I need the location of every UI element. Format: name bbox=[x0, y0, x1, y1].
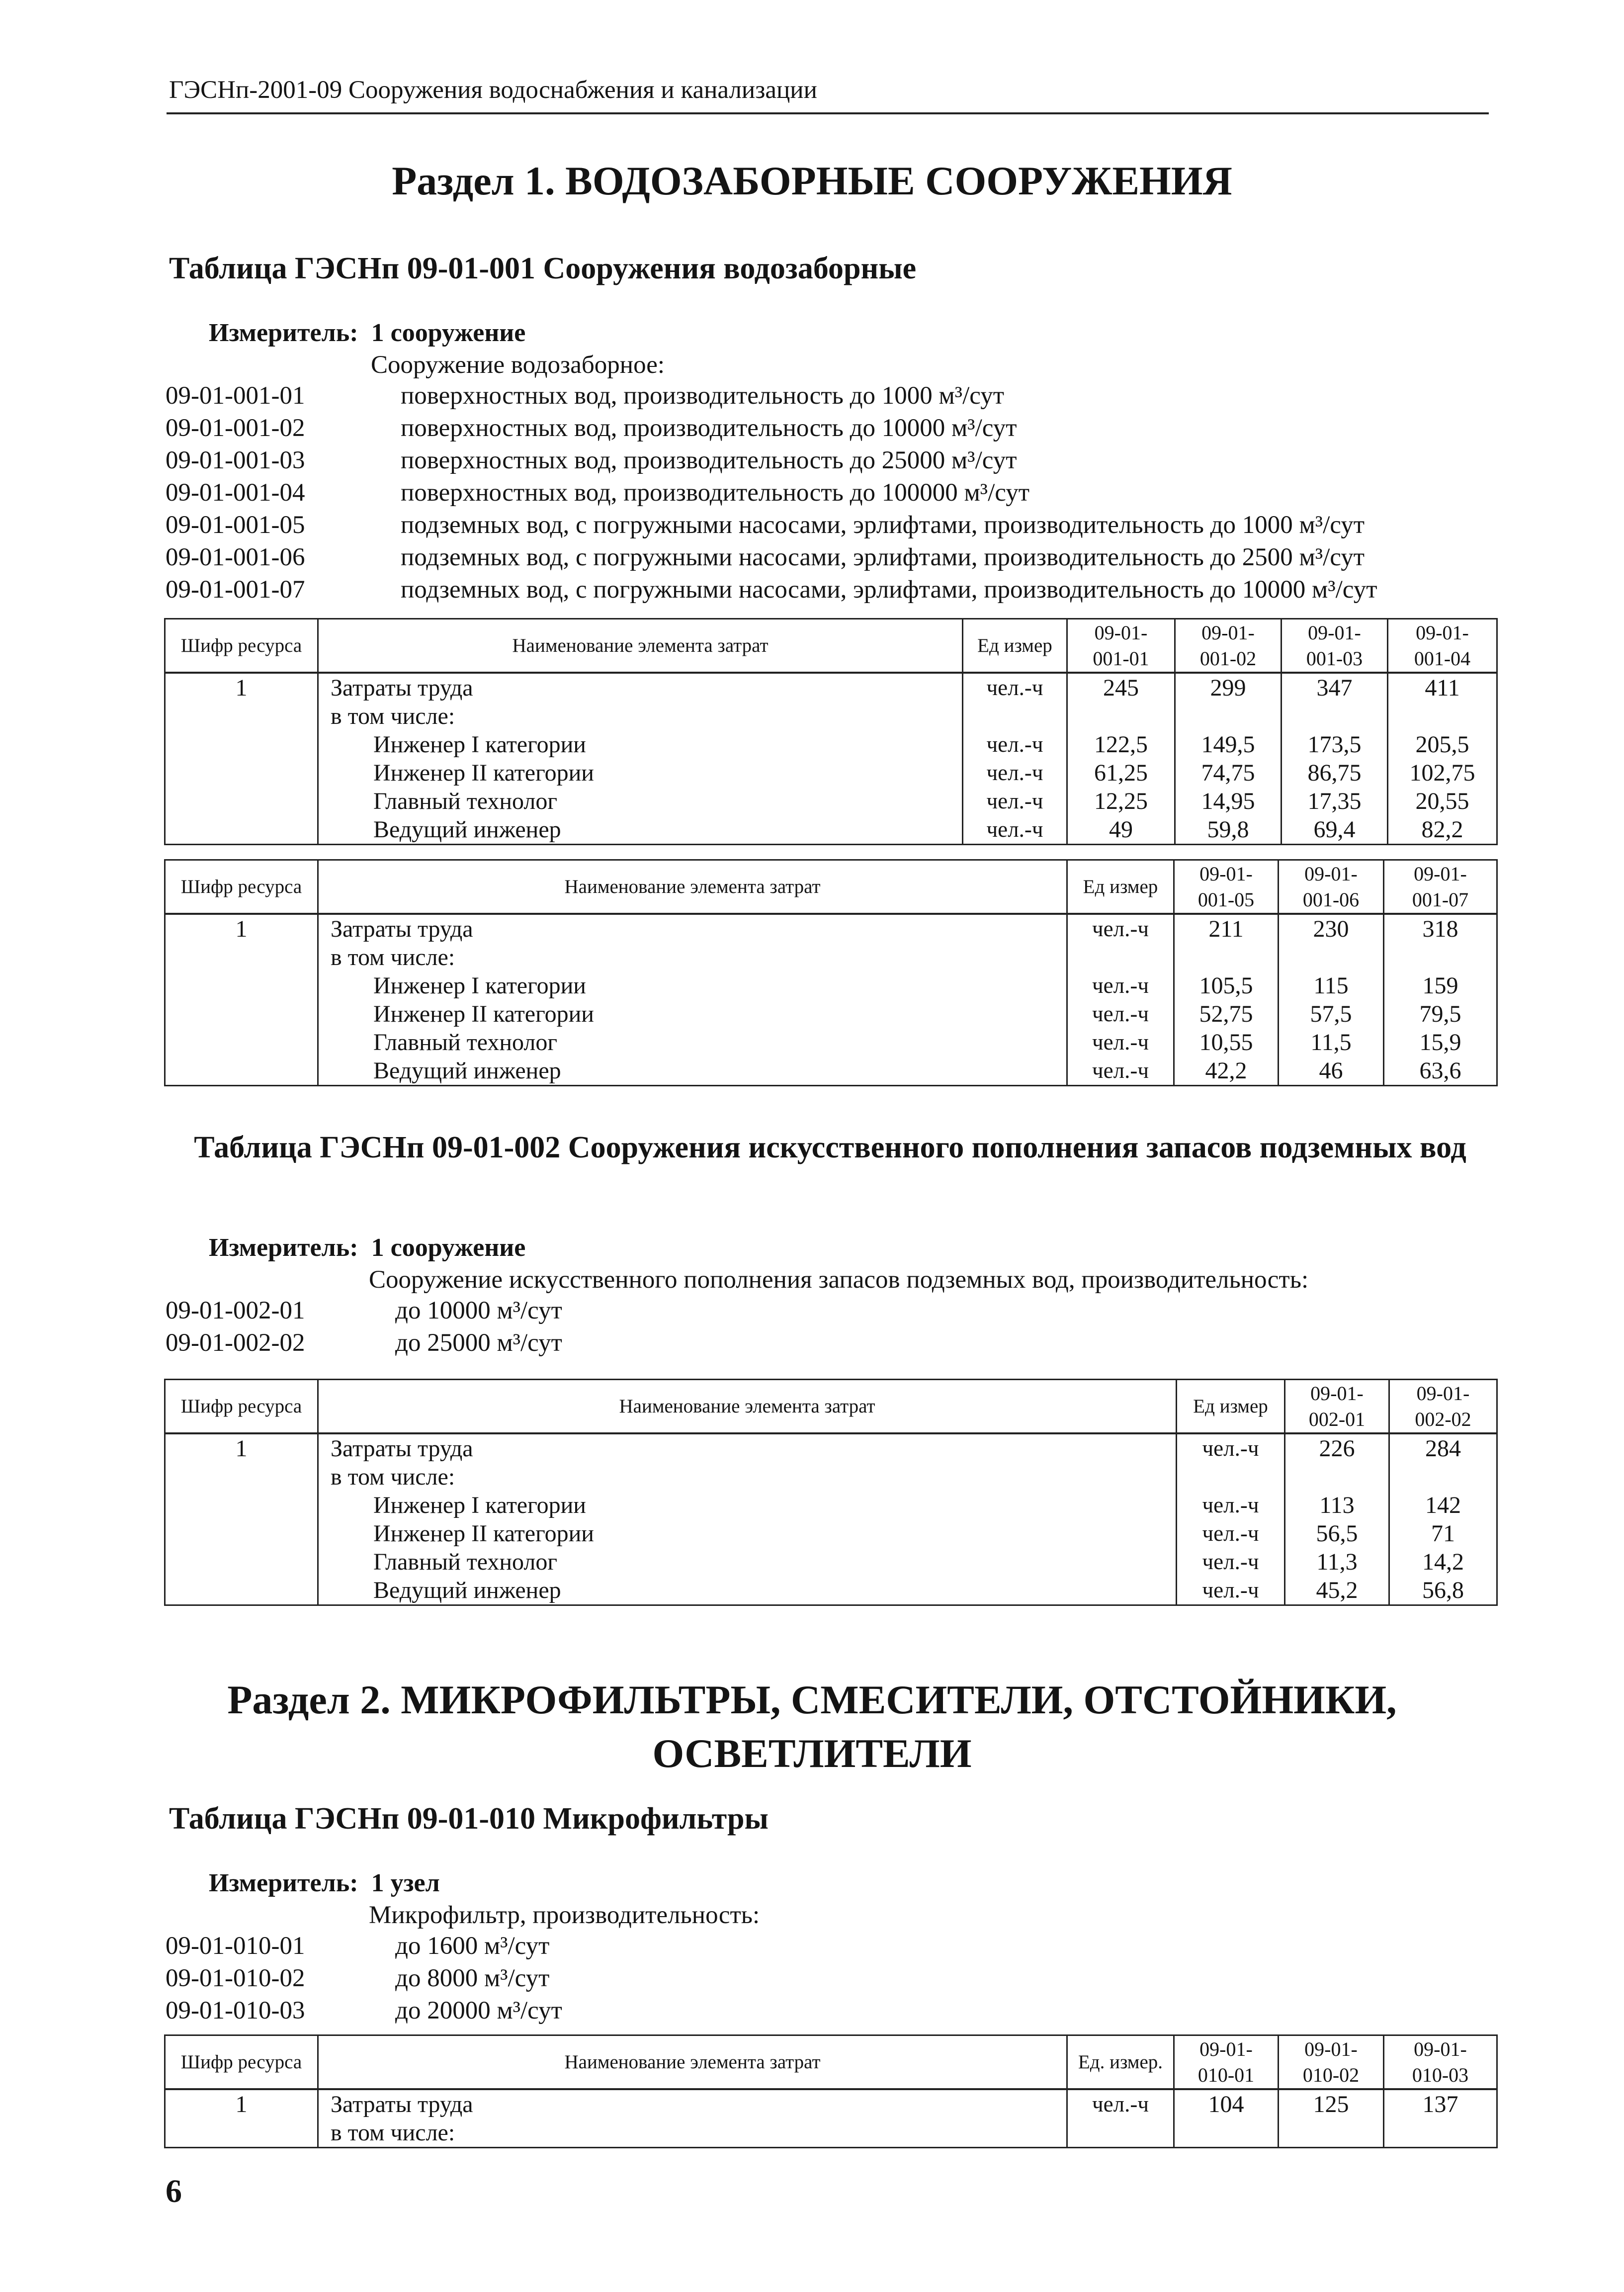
section-2-title bbox=[0, 1673, 1624, 1780]
table-cell: 347 bbox=[1282, 673, 1388, 702]
col-header-code-part: 001-02 bbox=[1199, 647, 1257, 670]
col-header-code bbox=[1285, 1380, 1389, 1434]
table-cell: 59,8 bbox=[1175, 815, 1282, 845]
table-cell: Главный технолог bbox=[318, 1028, 1067, 1057]
table-cell: чел.-ч bbox=[1177, 1433, 1285, 1463]
table-cell: 230 bbox=[1279, 914, 1384, 943]
measure-label: Измеритель: bbox=[209, 319, 358, 347]
table-row bbox=[165, 1028, 1497, 1057]
table-cell: в том числе: bbox=[318, 2118, 1067, 2148]
table-cell bbox=[963, 702, 1067, 730]
table-cell bbox=[1174, 943, 1279, 971]
table-cell bbox=[1177, 1463, 1285, 1491]
table-002-title: Таблица ГЭСНп 09-01-002 Сооружения искусственного пополнения запасов подземных вод bbox=[194, 1131, 1466, 1164]
table-cell: 125 bbox=[1279, 2089, 1384, 2118]
code-description: поверхностных вод, производительность до 100000 м³/сут bbox=[401, 479, 1030, 507]
code-description: до 8000 м³/сут bbox=[395, 1964, 550, 1992]
table-cell: 226 bbox=[1285, 1433, 1389, 1463]
col-header-unit: Ед. измер. bbox=[1067, 2035, 1174, 2090]
table-cell bbox=[165, 815, 318, 845]
header-rule bbox=[167, 112, 1489, 114]
code-description: подземных вод, с погружными насосами, эрлифтами, производительность до 1000 м³/сут bbox=[401, 511, 1365, 539]
measure-label: Измеритель: bbox=[209, 1869, 358, 1897]
measure-value: 1 сооружение bbox=[371, 1234, 526, 1262]
resource-table-002 bbox=[164, 1379, 1498, 1606]
table-row bbox=[165, 1433, 1497, 1463]
table-row bbox=[165, 2118, 1497, 2148]
table-010-intro: Микрофильтр, производительность: bbox=[369, 1901, 760, 1929]
table-row bbox=[165, 1576, 1497, 1605]
section-2-title-line-1: Раздел 2. МИКРОФИЛЬТРЫ, СМЕСИТЕЛИ, ОТСТОЙНИКИ, bbox=[227, 1677, 1397, 1722]
col-header-name: Наименование элемента затрат bbox=[318, 2035, 1067, 2090]
col-header-code-part: 010-01 bbox=[1197, 2063, 1255, 2086]
table-header-row bbox=[165, 860, 1497, 914]
table-cell: чел.-ч bbox=[1177, 1548, 1285, 1576]
table-cell: 149,5 bbox=[1175, 730, 1282, 759]
resource-table-001-a bbox=[164, 618, 1498, 845]
col-header-code bbox=[1384, 860, 1497, 914]
table-cell: 299 bbox=[1175, 673, 1282, 702]
table-cell: 113 bbox=[1285, 1491, 1389, 1519]
table-001-measure bbox=[209, 317, 525, 349]
code-row bbox=[166, 541, 1498, 574]
table-cell: Инженер I категории bbox=[318, 971, 1067, 1000]
col-header-code-part: 09-01- bbox=[1414, 2037, 1467, 2060]
table-cell bbox=[1282, 702, 1388, 730]
table-cell bbox=[165, 730, 318, 759]
table-001-code-list bbox=[166, 380, 1498, 606]
table-cell: 17,35 bbox=[1282, 787, 1388, 815]
code-description: до 1600 м³/сут bbox=[395, 1932, 550, 1960]
table-cell bbox=[1279, 943, 1384, 971]
measure-label: Измеритель: bbox=[209, 1234, 358, 1262]
table-row bbox=[165, 2089, 1497, 2118]
table-cell bbox=[165, 787, 318, 815]
code-row bbox=[166, 412, 1498, 444]
table-cell bbox=[165, 1491, 318, 1519]
col-header-code-part: 001-06 bbox=[1302, 888, 1360, 911]
table-010-code-list bbox=[166, 1930, 1498, 2027]
code-row bbox=[166, 1962, 1498, 1995]
code: 09-01-010-02 bbox=[166, 1964, 305, 1992]
code-row bbox=[166, 509, 1498, 541]
table-cell: в том числе: bbox=[318, 943, 1067, 971]
table-cell: 14,95 bbox=[1175, 787, 1282, 815]
col-header-code bbox=[1067, 619, 1175, 673]
col-header-code-part: 09-01- bbox=[1199, 2037, 1253, 2060]
table-cell bbox=[1067, 2118, 1174, 2148]
table-cell: 205,5 bbox=[1388, 730, 1497, 759]
col-header-code-part: 09-01- bbox=[1308, 621, 1361, 644]
col-header-unit: Ед измер bbox=[963, 619, 1067, 673]
table-cell: чел.-ч bbox=[963, 759, 1067, 787]
table-cell: чел.-ч bbox=[1067, 1000, 1174, 1028]
table-cell: в том числе: bbox=[318, 1463, 1177, 1491]
code-row bbox=[166, 574, 1498, 606]
code: 09-01-010-01 bbox=[166, 1932, 305, 1960]
table-cell bbox=[1174, 2118, 1279, 2148]
code-row bbox=[166, 1930, 1498, 1962]
table-cell: чел.-ч bbox=[1177, 1576, 1285, 1605]
running-header: ГЭСНп-2001-09 Сооружения водоснабжения и канализации bbox=[169, 76, 817, 104]
col-header-code-part: 002-01 bbox=[1308, 1408, 1366, 1430]
col-header-code-part: 09-01- bbox=[1304, 862, 1358, 885]
table-row bbox=[165, 673, 1497, 702]
table-cell: 10,55 bbox=[1174, 1028, 1279, 1057]
code-row bbox=[166, 477, 1498, 509]
table-cell: 159 bbox=[1384, 971, 1497, 1000]
code-description: подземных вод, с погружными насосами, эрлифтами, производительность до 2500 м³/сут bbox=[401, 543, 1365, 571]
table-cell bbox=[1384, 2118, 1497, 2148]
table-cell: 63,6 bbox=[1384, 1057, 1497, 1086]
table-cell: Затраты труда bbox=[318, 673, 963, 702]
code-description: до 25000 м³/сут bbox=[395, 1329, 562, 1357]
table-cell: в том числе: bbox=[318, 702, 963, 730]
table-001-intro: Сооружение водозаборное: bbox=[371, 351, 665, 379]
table-cell bbox=[165, 1028, 318, 1057]
code: 09-01-002-02 bbox=[166, 1329, 305, 1357]
col-header-code bbox=[1384, 2035, 1497, 2090]
table-cell bbox=[1067, 702, 1175, 730]
table-cell: Ведущий инженер bbox=[318, 1576, 1177, 1605]
table-cell bbox=[165, 1576, 318, 1605]
code-row bbox=[166, 1995, 1498, 2027]
col-header-code-part: 010-03 bbox=[1412, 2063, 1469, 2086]
col-header-code-part: 001-05 bbox=[1197, 888, 1255, 911]
table-cell: 115 bbox=[1279, 971, 1384, 1000]
col-header-code-part: 09-01- bbox=[1201, 621, 1255, 644]
table-cell bbox=[1384, 943, 1497, 971]
code-row bbox=[166, 444, 1498, 477]
table-row bbox=[165, 815, 1497, 845]
section-1-title: Раздел 1. ВОДОЗАБОРНЫЕ СООРУЖЕНИЯ bbox=[392, 158, 1232, 203]
table-cell: Затраты труда bbox=[318, 914, 1067, 943]
code: 09-01-001-05 bbox=[166, 511, 305, 539]
code: 09-01-001-07 bbox=[166, 576, 305, 604]
table-cell: чел.-ч bbox=[1067, 1028, 1174, 1057]
table-header-row bbox=[165, 1380, 1497, 1434]
col-header-code-part: 09-01- bbox=[1416, 1382, 1470, 1405]
table-cell bbox=[165, 943, 318, 971]
table-cell: 79,5 bbox=[1384, 1000, 1497, 1028]
col-header-code-part: 09-01- bbox=[1310, 1382, 1364, 1405]
table-cell: 1 bbox=[165, 1433, 318, 1463]
col-header-name: Наименование элемента затрат bbox=[318, 860, 1067, 914]
code-description: поверхностных вод, производительность до 10000 м³/сут bbox=[401, 414, 1017, 442]
col-header-code-part: 09-01- bbox=[1304, 2037, 1358, 2060]
code-description: подземных вод, с погружными насосами, эрлифтами, производительность до 10000 м³/сут bbox=[401, 576, 1377, 604]
col-header-code-part: 001-03 bbox=[1306, 647, 1363, 670]
col-header-code bbox=[1279, 860, 1384, 914]
col-header-code bbox=[1282, 619, 1388, 673]
table-cell: 104 bbox=[1174, 2089, 1279, 2118]
table-cell: чел.-ч bbox=[1177, 1519, 1285, 1548]
table-cell: 45,2 bbox=[1285, 1576, 1389, 1605]
table-cell: 11,3 bbox=[1285, 1548, 1389, 1576]
code: 09-01-002-01 bbox=[166, 1297, 305, 1324]
table-cell: 12,25 bbox=[1067, 787, 1175, 815]
table-cell: Затраты труда bbox=[318, 1433, 1177, 1463]
section-2-title-line-2: ОСВЕТЛИТЕЛИ bbox=[652, 1731, 972, 1776]
table-row bbox=[165, 1491, 1497, 1519]
table-cell bbox=[1389, 1463, 1497, 1491]
table-cell: Инженер II категории bbox=[318, 759, 963, 787]
table-cell bbox=[165, 1548, 318, 1576]
table-cell: 56,5 bbox=[1285, 1519, 1389, 1548]
table-cell: чел.-ч bbox=[1067, 971, 1174, 1000]
table-row bbox=[165, 702, 1497, 730]
table-cell: 245 bbox=[1067, 673, 1175, 702]
table-row bbox=[165, 1519, 1497, 1548]
table-cell: 82,2 bbox=[1388, 815, 1497, 845]
code: 09-01-010-03 bbox=[166, 1997, 305, 2025]
table-cell bbox=[165, 702, 318, 730]
table-cell: 52,75 bbox=[1174, 1000, 1279, 1028]
table-cell: 86,75 bbox=[1282, 759, 1388, 787]
code: 09-01-001-04 bbox=[166, 479, 305, 507]
table-cell: 71 bbox=[1389, 1519, 1497, 1548]
measure-value: 1 сооружение bbox=[371, 319, 526, 347]
page-number: 6 bbox=[166, 2173, 182, 2209]
table-cell: 61,25 bbox=[1067, 759, 1175, 787]
table-cell: 56,8 bbox=[1389, 1576, 1497, 1605]
table-cell: Ведущий инженер bbox=[318, 815, 963, 845]
table-001-title: Таблица ГЭСНп 09-01-001 Сооружения водозаборные bbox=[169, 252, 917, 285]
table-row bbox=[165, 1548, 1497, 1576]
table-row bbox=[165, 1057, 1497, 1086]
col-header-cipher: Шифр ресурса bbox=[165, 2035, 318, 2090]
table-cell: Главный технолог bbox=[318, 1548, 1177, 1576]
table-row bbox=[165, 787, 1497, 815]
table-cell bbox=[1175, 702, 1282, 730]
table-cell: 211 bbox=[1174, 914, 1279, 943]
table-cell: 173,5 bbox=[1282, 730, 1388, 759]
table-cell: 69,4 bbox=[1282, 815, 1388, 845]
col-header-code-part: 001-04 bbox=[1414, 647, 1471, 670]
table-cell bbox=[165, 759, 318, 787]
code: 09-01-001-01 bbox=[166, 382, 305, 410]
col-header-code bbox=[1279, 2035, 1384, 2090]
code: 09-01-001-03 bbox=[166, 446, 305, 474]
code-row bbox=[166, 1327, 1498, 1359]
col-header-code-part: 002-02 bbox=[1415, 1408, 1471, 1430]
code-description: поверхностных вод, производительность до 1000 м³/сут bbox=[401, 382, 1005, 410]
table-cell: 1 bbox=[165, 914, 318, 943]
table-cell: 1 bbox=[165, 2089, 318, 2118]
col-header-code-part: 09-01- bbox=[1199, 862, 1253, 885]
table-cell bbox=[1067, 943, 1174, 971]
table-cell: чел.-ч bbox=[1067, 1057, 1174, 1086]
table-cell: 284 bbox=[1389, 1433, 1497, 1463]
table-cell: Инженер II категории bbox=[318, 1519, 1177, 1548]
resource-table-010 bbox=[164, 2034, 1498, 2148]
table-002-intro: Сооружение искусственного пополнения запасов подземных вод, производительность: bbox=[369, 1266, 1309, 1294]
col-header-cipher: Шифр ресурса bbox=[165, 619, 318, 673]
table-cell: 105,5 bbox=[1174, 971, 1279, 1000]
table-cell: чел.-ч bbox=[1067, 914, 1174, 943]
table-cell: Главный технолог bbox=[318, 787, 963, 815]
table-cell: чел.-ч bbox=[1067, 2089, 1174, 2118]
table-cell: 1 bbox=[165, 673, 318, 702]
table-cell bbox=[165, 1000, 318, 1028]
table-cell bbox=[165, 1519, 318, 1548]
table-002-measure bbox=[209, 1232, 525, 1264]
table-002-code-list bbox=[166, 1295, 1498, 1359]
col-header-code bbox=[1175, 619, 1282, 673]
table-cell: Инженер I категории bbox=[318, 730, 963, 759]
table-header-row bbox=[165, 2035, 1497, 2090]
col-header-cipher: Шифр ресурса bbox=[165, 860, 318, 914]
table-cell: 57,5 bbox=[1279, 1000, 1384, 1028]
table-010-title: Таблица ГЭСНп 09-01-010 Микрофильтры bbox=[169, 1802, 769, 1836]
table-cell: 122,5 bbox=[1067, 730, 1175, 759]
table-cell bbox=[165, 971, 318, 1000]
table-row bbox=[165, 1000, 1497, 1028]
col-header-code-part: 001-01 bbox=[1093, 647, 1149, 670]
table-row bbox=[165, 914, 1497, 943]
table-row bbox=[165, 1463, 1497, 1491]
table-cell: Ведущий инженер bbox=[318, 1057, 1067, 1086]
table-cell: чел.-ч bbox=[1177, 1491, 1285, 1519]
table-cell: чел.-ч bbox=[963, 815, 1067, 845]
table-row bbox=[165, 943, 1497, 971]
table-cell: 49 bbox=[1067, 815, 1175, 845]
col-header-code-part: 09-01- bbox=[1416, 621, 1469, 644]
table-cell: 74,75 bbox=[1175, 759, 1282, 787]
col-header-cipher: Шифр ресурса bbox=[165, 1380, 318, 1434]
col-header-code bbox=[1388, 619, 1497, 673]
table-cell bbox=[1285, 1463, 1389, 1491]
col-header-code bbox=[1174, 2035, 1279, 2090]
col-header-code-part: 09-01- bbox=[1094, 621, 1148, 644]
col-header-code-part: 09-01- bbox=[1414, 862, 1467, 885]
col-header-name: Наименование элемента затрат bbox=[318, 1380, 1177, 1434]
code-row bbox=[166, 1295, 1498, 1327]
table-cell: Инженер II категории bbox=[318, 1000, 1067, 1028]
table-cell: 11,5 bbox=[1279, 1028, 1384, 1057]
col-header-code-part: 010-02 bbox=[1302, 2063, 1360, 2086]
table-cell: Инженер I категории bbox=[318, 1491, 1177, 1519]
table-row bbox=[165, 971, 1497, 1000]
table-cell: 20,55 bbox=[1388, 787, 1497, 815]
table-cell: 15,9 bbox=[1384, 1028, 1497, 1057]
col-header-code-part: 001-07 bbox=[1412, 888, 1469, 911]
table-cell: чел.-ч bbox=[963, 730, 1067, 759]
col-header-name: Наименование элемента затрат bbox=[318, 619, 963, 673]
table-cell: 137 bbox=[1384, 2089, 1497, 2118]
table-header-row bbox=[165, 619, 1497, 673]
table-cell: 142 bbox=[1389, 1491, 1497, 1519]
code-row bbox=[166, 380, 1498, 412]
table-cell: Затраты труда bbox=[318, 2089, 1067, 2118]
measure-value: 1 узел bbox=[371, 1869, 440, 1897]
col-header-code bbox=[1389, 1380, 1497, 1434]
table-cell bbox=[1388, 702, 1497, 730]
table-cell bbox=[1279, 2118, 1384, 2148]
code: 09-01-001-06 bbox=[166, 543, 305, 571]
col-header-code bbox=[1174, 860, 1279, 914]
table-cell bbox=[165, 1463, 318, 1491]
col-header-unit: Ед измер bbox=[1067, 860, 1174, 914]
code-description: до 10000 м³/сут bbox=[395, 1297, 562, 1324]
table-cell: 411 bbox=[1388, 673, 1497, 702]
table-cell: чел.-ч bbox=[963, 787, 1067, 815]
resource-table-001-b bbox=[164, 859, 1498, 1086]
table-row bbox=[165, 759, 1497, 787]
table-010-measure bbox=[209, 1867, 440, 1899]
table-cell bbox=[165, 1057, 318, 1086]
code-description: до 20000 м³/сут bbox=[395, 1997, 562, 2025]
table-row bbox=[165, 730, 1497, 759]
table-cell: 46 bbox=[1279, 1057, 1384, 1086]
table-cell: 318 bbox=[1384, 914, 1497, 943]
code-description: поверхностных вод, производительность до 25000 м³/сут bbox=[401, 446, 1017, 474]
table-cell: чел.-ч bbox=[963, 673, 1067, 702]
code: 09-01-001-02 bbox=[166, 414, 305, 442]
table-cell: 42,2 bbox=[1174, 1057, 1279, 1086]
col-header-unit: Ед измер bbox=[1177, 1380, 1285, 1434]
table-cell: 102,75 bbox=[1388, 759, 1497, 787]
table-cell bbox=[165, 2118, 318, 2148]
table-cell: 14,2 bbox=[1389, 1548, 1497, 1576]
